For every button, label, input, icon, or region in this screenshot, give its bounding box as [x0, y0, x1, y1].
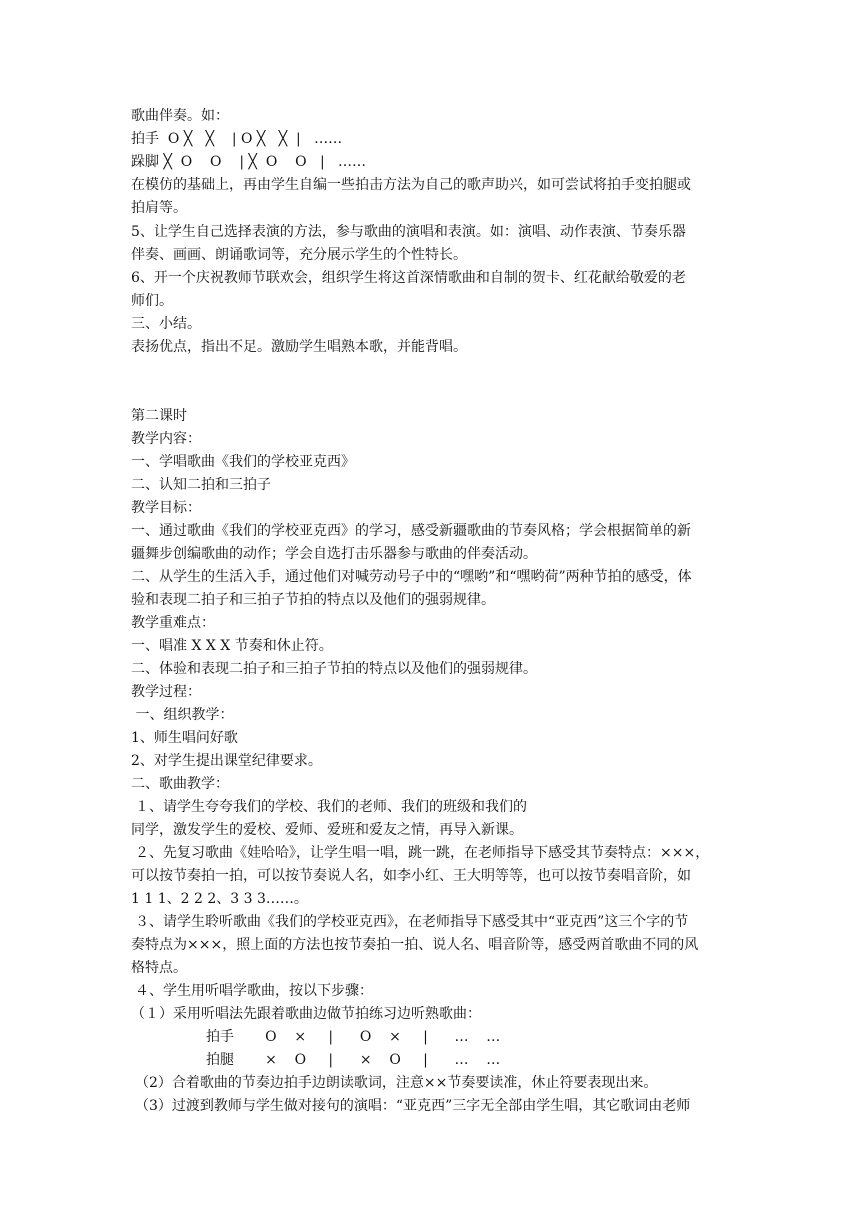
text-line: 一、组织教学：	[131, 707, 234, 723]
lesson-title: 第二课时	[131, 408, 187, 424]
text-line: 疆舞步创编歌曲的动作；学会自选打击乐器参与歌曲的伴奏活动。	[131, 546, 537, 562]
text-line: 伴奏、画画、朗诵歌词等，充分展示学生的个性特长。	[131, 247, 467, 263]
text-line: 二、从学生的生活入手，通过他们对喊劳动号子中的“嘿哟”和“嘿哟荷”两种节拍的感受，体	[131, 569, 692, 585]
text-line: 2、对学生提出课堂纪律要求。	[131, 753, 322, 769]
text-line: （2）合着歌曲的节奏边拍手边朗读歌词，注意××节奏要读准，休止符要表现出来。	[135, 1075, 658, 1091]
text-line: 表扬优点，指出不足。激励学生唱熟本歌，并能背唱。	[131, 339, 467, 355]
text-line: 师们。	[131, 293, 173, 309]
text-line: ２、先复习歌曲《娃哈哈》，让学生唱一唱，跳一跳，在老师指导下感受其节奏特点：×××，	[135, 845, 710, 861]
text-line: ３、请学生聆听歌曲《我们的学校亚克西》，在老师指导下感受其中“亚克西”这三个字的节	[135, 914, 689, 930]
rhythm-line-thigh: 拍腿 × O | × O | … …	[206, 1052, 501, 1068]
text-line: 6、开一个庆祝教师节联欢会，组织学生将这首深情歌曲和自制的贺卡、红花献给敬爱的老	[131, 270, 686, 286]
text-line: 格特点。	[131, 960, 187, 976]
rhythm-line-clap: 拍手 O ╳ ╳ | O ╳ ╳ | ……	[131, 131, 343, 147]
text-line: 拍肩等。	[131, 200, 187, 216]
section-heading: 教学目标：	[131, 500, 201, 516]
rhythm-line-clap: 拍手 O × | O × | … …	[206, 1029, 501, 1045]
section-heading: 教学过程：	[131, 684, 201, 700]
section-heading: 三、小结。	[131, 316, 201, 332]
text-line: 奏特点为×××，照上面的方法也按节奏拍一拍、说人名、唱音阶等，感受两首歌曲不同的风	[131, 937, 699, 953]
text-line: １、请学生夸夸我们的学校、我们的老师、我们的班级和我们的	[135, 799, 527, 815]
text-line: 二、体验和表现二拍子和三拍子节拍的特点以及他们的强弱规律。	[131, 661, 537, 677]
text-line: 5、让学生自己选择表演的方法，参与歌曲的演唱和表演。如：演唱、动作表演、节奏乐器	[131, 224, 686, 240]
text-line: 一、唱准 X X X 节奏和休止符。	[131, 638, 333, 654]
text-line: （１）采用听唱法先跟着歌曲边做节拍练习边听熟歌曲：	[131, 1006, 481, 1022]
text-line: ４、学生用听唱学歌曲，按以下步骤：	[135, 983, 373, 999]
text-line: 一、通过歌曲《我们的学校亚克西》的学习，感受新疆歌曲的节奏风格；学会根据简单的新	[131, 523, 691, 539]
section-heading: 二、歌曲教学：	[131, 776, 229, 792]
text-line: 1、师生唱问好歌	[131, 730, 238, 746]
text-line: 同学，激发学生的爱校、爱师、爱班和爱友之情，再导入新课。	[131, 822, 523, 838]
section-heading: 教学内容：	[131, 431, 201, 447]
text-line: 1 1 1、2 2 2、3 3 3……。	[131, 891, 308, 907]
text-line: 可以按节奏拍一拍，可以按节奏说人名，如李小红、王大明等等，也可以按节奏唱音阶，如	[131, 868, 691, 884]
text-line: 验和表现二拍子和三拍子节拍的特点以及他们的强弱规律。	[131, 592, 495, 608]
text-line: （3）过渡到教师与学生做对接句的演唱：“亚克西”三字无全部由学生唱，其它歌词由老师	[135, 1098, 691, 1114]
text-line: 二、认知二拍和三拍子	[131, 477, 271, 493]
section-heading: 教学重难点：	[131, 615, 215, 631]
text-line: 歌曲伴奏。如：	[131, 108, 229, 124]
rhythm-line-stomp: 跺脚 ╳ O O | ╳ O O | ……	[131, 154, 367, 170]
text-line: 在模仿的基础上，再由学生自编一些拍击方法为自己的歌声助兴，如可尝试将拍手变拍腿或	[131, 177, 691, 193]
text-line: 一、学唱歌曲《我们的学校亚克西》	[131, 454, 355, 470]
